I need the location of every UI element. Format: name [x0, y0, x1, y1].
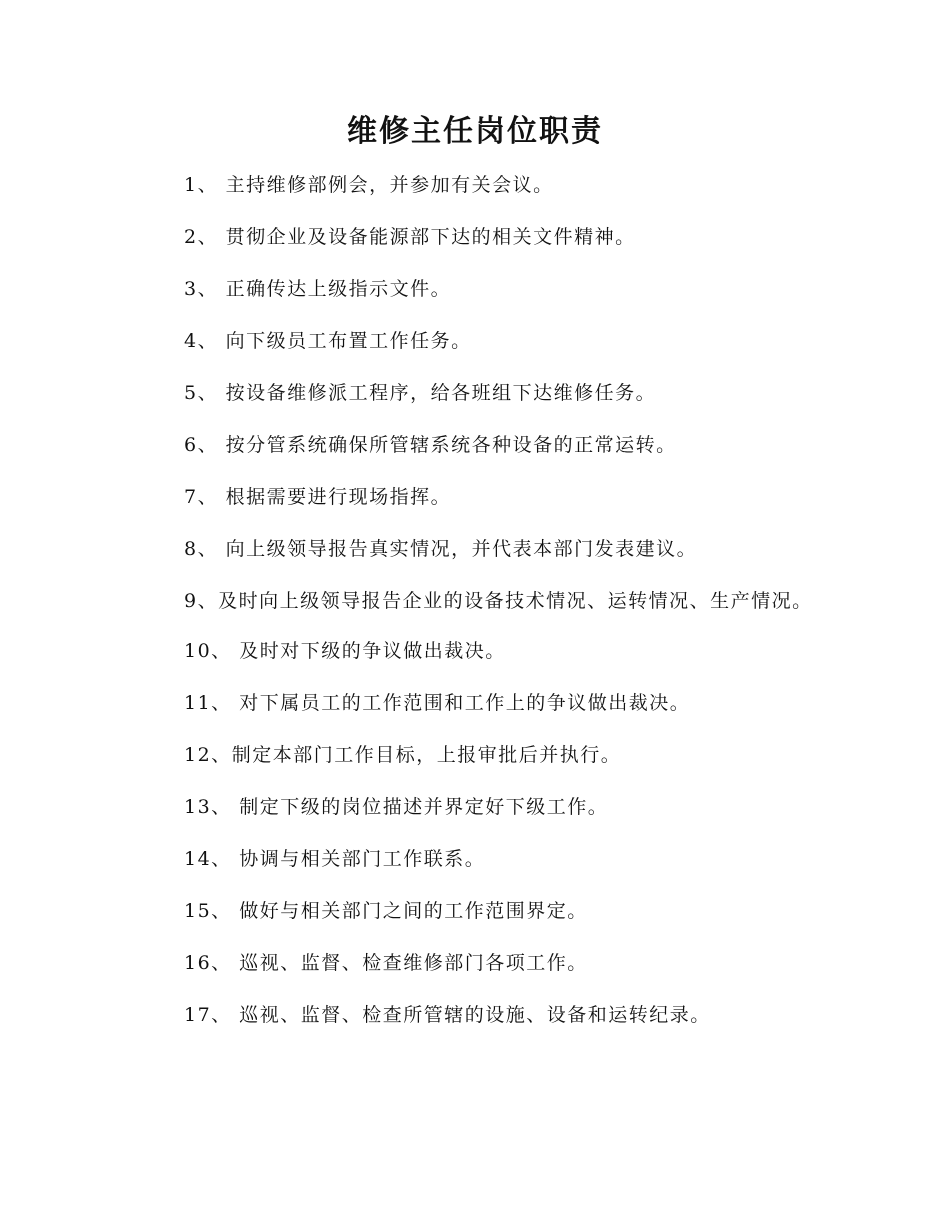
item-number: 6、: [184, 434, 219, 456]
item-number: 13、: [184, 796, 232, 818]
item-text: 按设备维修派工程序，给各班组下达维修任务。: [218, 382, 657, 404]
item-text: 主持维修部例会，并参加有关会议。: [218, 174, 554, 196]
list-item: [140, 686, 815, 720]
item-text: 制定下级的岗位描述并界定好下级工作。: [231, 796, 609, 818]
duty-list: [140, 168, 815, 1050]
list-item: [140, 220, 815, 254]
list-item: [140, 842, 815, 876]
item-number: 4、: [184, 330, 219, 352]
list-item: [140, 532, 815, 566]
item-number: 7、: [184, 486, 219, 508]
item-text: 协调与相关部门工作联系。: [231, 848, 486, 870]
item-number: 16、: [184, 952, 232, 974]
list-item: [140, 168, 815, 202]
list-item: [140, 634, 815, 668]
item-text: 按分管系统确保所管辖系统各种设备的正常运转。: [218, 434, 677, 456]
item-number: 14、: [184, 848, 232, 870]
item-number: 1、: [184, 174, 219, 196]
item-text: 贯彻企业及设备能源部下达的相关文件精神。: [218, 226, 636, 248]
item-number: 5、: [184, 382, 219, 404]
item-number: 8、: [184, 538, 219, 560]
list-item: [140, 946, 815, 980]
item-number: 2、: [184, 226, 219, 248]
item-text: 巡视、监督、检查所管辖的设施、设备和运转纪录。: [231, 1004, 711, 1026]
list-item: [140, 998, 815, 1032]
item-number: 11、: [184, 692, 232, 714]
item-number: 3、: [184, 278, 219, 300]
list-item: [140, 324, 815, 358]
item-number: 9、: [184, 590, 219, 612]
item-text: 对下属员工的工作范围和工作上的争议做出裁决。: [231, 692, 691, 714]
document-title: 维修主任岗位职责: [347, 114, 603, 149]
item-number: 17、: [184, 1004, 232, 1026]
list-item: [140, 480, 815, 514]
list-item: [140, 584, 815, 618]
list-item: [140, 738, 815, 772]
list-item: [140, 272, 815, 306]
item-number: 15、: [184, 900, 232, 922]
item-text: 向下级员工布置工作任务。: [218, 330, 472, 352]
list-item: [140, 428, 815, 462]
list-item: [140, 790, 815, 824]
item-text: 巡视、监督、检查维修部门各项工作。: [231, 952, 588, 974]
list-item: [140, 376, 815, 410]
item-text: 及时对下级的争议做出裁决。: [231, 640, 506, 662]
item-text: 及时向上级领导报告企业的设备技术情况、运转情况、生产情况。: [218, 590, 813, 612]
item-text: 根据需要进行现场指挥。: [218, 486, 452, 508]
item-text: 向上级领导报告真实情况，并代表本部门发表建议。: [218, 538, 698, 560]
item-text: 制定本部门工作目标，上报审批后并执行。: [231, 744, 622, 766]
item-number: 10、: [184, 640, 232, 662]
item-text: 正确传达上级指示文件。: [218, 278, 452, 300]
item-number: 12、: [184, 744, 232, 766]
list-item: [140, 894, 815, 928]
item-text: 做好与相关部门之间的工作范围界定。: [231, 900, 588, 922]
